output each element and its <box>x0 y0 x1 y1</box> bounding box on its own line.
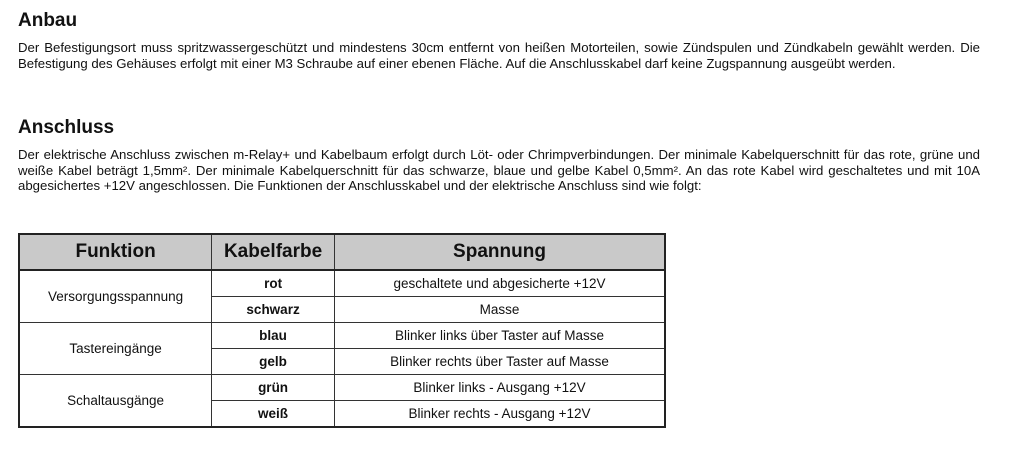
cell-spannung: geschaltete und abgesicherte +12V <box>334 270 665 297</box>
cell-kabelfarbe: blau <box>212 323 335 349</box>
connection-table <box>18 233 666 428</box>
table-row <box>19 270 665 297</box>
cell-kabelfarbe: grün <box>212 375 335 401</box>
cell-spannung: Masse <box>334 297 665 323</box>
cell-funktion: Versorgungsspannung <box>19 270 212 323</box>
cell-funktion: Schaltausgänge <box>19 375 212 428</box>
table-row <box>19 375 665 401</box>
header-kabelfarbe: Kabelfarbe <box>212 234 335 270</box>
table-row <box>19 323 665 349</box>
cell-kabelfarbe: schwarz <box>212 297 335 323</box>
cell-spannung: Blinker links über Taster auf Masse <box>334 323 665 349</box>
paragraph-anschluss: Der elektrische Anschluss zwischen m-Relay+ und Kabelbaum erfolgt durch Löt- oder Chrimpverbindungen. Der minimale Kabelquerschnitt für das rote, grüne und weiße Kabel beträgt 1,5mm². Der minimale Kabelquerschnitt für das schwarze, blaue und gelbe Kabel 0,5mm². An das rote Kabel wird geschaltetes und mit 10A abgesichertes +12V angeschlossen. Die Funktionen der Anschlusskabel und der elektrische Anschluss sind wie folgt: <box>18 147 980 193</box>
cell-spannung: Blinker rechts über Taster auf Masse <box>334 349 665 375</box>
cell-kabelfarbe: gelb <box>212 349 335 375</box>
cell-kabelfarbe: weiß <box>212 401 335 428</box>
heading-anbau: Anbau <box>18 10 78 31</box>
paragraph-anbau: Der Befestigungsort muss spritzwassergeschützt und mindestens 30cm entfernt von heißen Motorteilen, sowie Zündspulen und Zündkabeln gewählt werden. Die Befestigung des Gehäuses erfolgt mit einer M3 Schraube auf einer ebenen Fläche. Auf die Anschlusskabel darf keine Zugspannung ausgeübt werden. <box>18 40 980 71</box>
heading-anschluss: Anschluss <box>18 117 115 138</box>
cell-funktion: Tastereingänge <box>19 323 212 375</box>
table-header-row <box>19 234 665 270</box>
cell-kabelfarbe: rot <box>212 270 335 297</box>
cell-spannung: Blinker rechts - Ausgang +12V <box>334 401 665 428</box>
header-funktion: Funktion <box>19 234 212 270</box>
header-spannung: Spannung <box>334 234 665 270</box>
cell-spannung: Blinker links - Ausgang +12V <box>334 375 665 401</box>
